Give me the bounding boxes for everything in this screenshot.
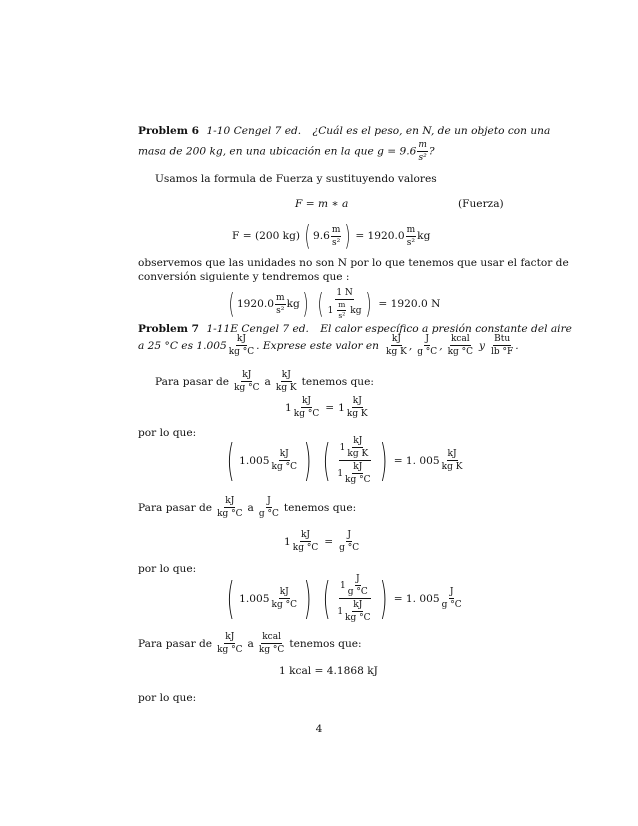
eq1-left: F = (200 kg) [232, 230, 301, 242]
eq2-result: = 1920.0 N [378, 298, 441, 310]
problem6-statement-line2 [138, 140, 435, 163]
formula-tag: (Fuerza) [458, 198, 504, 210]
problem6-intro: Usamos la formula de Fuerza y sustituyendo valores [155, 173, 437, 185]
problem7-question-1: El calor específico a presión constante del aire [320, 323, 572, 335]
step2-equivalence: 1 $\frac{kJ}{kg ^\circ C}$ = $\frac{J}{g ^\circ C}$ [284, 530, 360, 553]
eq2-coef: 1920.0 [236, 298, 275, 310]
observation-line2: conversión siguiente y tendremos que : [138, 271, 350, 283]
step1-equivalence: 1 $\frac{kJ}{kg ^\circ C}$ = 1 $\frac{kJ}{\text{kg K}}$ [285, 396, 368, 419]
problem7-label: Problem 7 [138, 323, 200, 335]
problem6-question-2a: masa de 200 kg, en una ubicación en la que g = 9.6 [138, 145, 417, 158]
problem6-question-1: ¿Cuál es el peso, en N, de un objeto con una [312, 125, 551, 137]
problem6-ref: 1-10 Cengel 7 ed. [206, 125, 302, 137]
equation-weight: F = (200 kg) ( 9.6 $\frac{m}{\text{s²}}$ ) = 1920.0 $\frac{m}{\text{s²}}$ kg [232, 219, 431, 252]
kcal-equivalence: 1 kcal = 4.1868 kJ [279, 665, 378, 677]
step2-porlo: por lo que: [138, 563, 197, 575]
equation-conversion-N: ( 1920.0 $\frac{m}{\text{s²}}$ kg ) ( 1 N 1 $\frac{m}{\text{s²}}$ kg ) = 1920.0 N [228, 287, 441, 320]
step3-porlo: por lo que: [138, 692, 197, 704]
frac-m-s2: $\frac{m}{\text{s²}}$ [418, 140, 427, 163]
step1-intro: Para pasar de $\frac{kJ}{kg ^\circ C}$ a $\frac{kJ}{\text{kg K}}$ tenemos que: [155, 370, 374, 393]
step2-intro: Para pasar de $\frac{kJ}{kg ^\circ C}$ a $\frac{J}{g ^\circ C}$ tenemos que: [138, 496, 357, 519]
problem6-label: Problem 6 [138, 125, 200, 137]
step1-conversion: ( 1.005 $\frac{kJ}{kg ^\circ C}$ ) ( 1 $\frac{kJ}{\text{kg K}}$ 1 $\frac{kJ}{kg ^\circ C}$ ) = 1. 005 $\frac{kJ}{\text{kg K}}$ [226, 434, 463, 486]
eq1-coef: 9.6 [312, 230, 330, 242]
page-number: 4 [315, 723, 323, 735]
step1-porlo: por lo que: [138, 427, 197, 439]
formula-fuerza: F = m ∗ a [295, 198, 349, 210]
step3-intro: Para pasar de $\frac{kJ}{kg ^\circ C}$ a $\frac{\text{kcal}}{kg ^\circ C}$ tenemos que: [138, 632, 362, 655]
step2-conversion: ( 1.005 $\frac{kJ}{kg ^\circ C}$ ) ( 1 $\frac{J}{g ^\circ C}$ 1 $\frac{kJ}{kg ^\circ C}$ ) = 1. 005 $\frac{J}{g ^\circ C}$ [226, 572, 462, 624]
problem6-statement-line1 [138, 124, 550, 138]
problem6-question-2b: ? [428, 145, 435, 158]
observation-line1: observemos que las unidades no son N por lo que tenemos que usar el factor de [138, 257, 569, 269]
eq1-unit: kg [417, 230, 431, 242]
problem7-statement-line2: a 25 °C es 1.005 $\frac{kJ}{kg ^\circ C}$ . Exprese este valor en $\frac{kJ}{\text{kg K}}$ , $\frac{J}{g ^\circ C}$ , $\frac{\text{kcal}}{kg ^\circ C}$ y $\frac{\text{Btu}}{lb ^\circ F}$ . [138, 334, 519, 357]
eq1-result: = 1920.0 [355, 230, 405, 242]
problem7-ref: 1-11E Cengel 7 ed. [206, 323, 309, 335]
